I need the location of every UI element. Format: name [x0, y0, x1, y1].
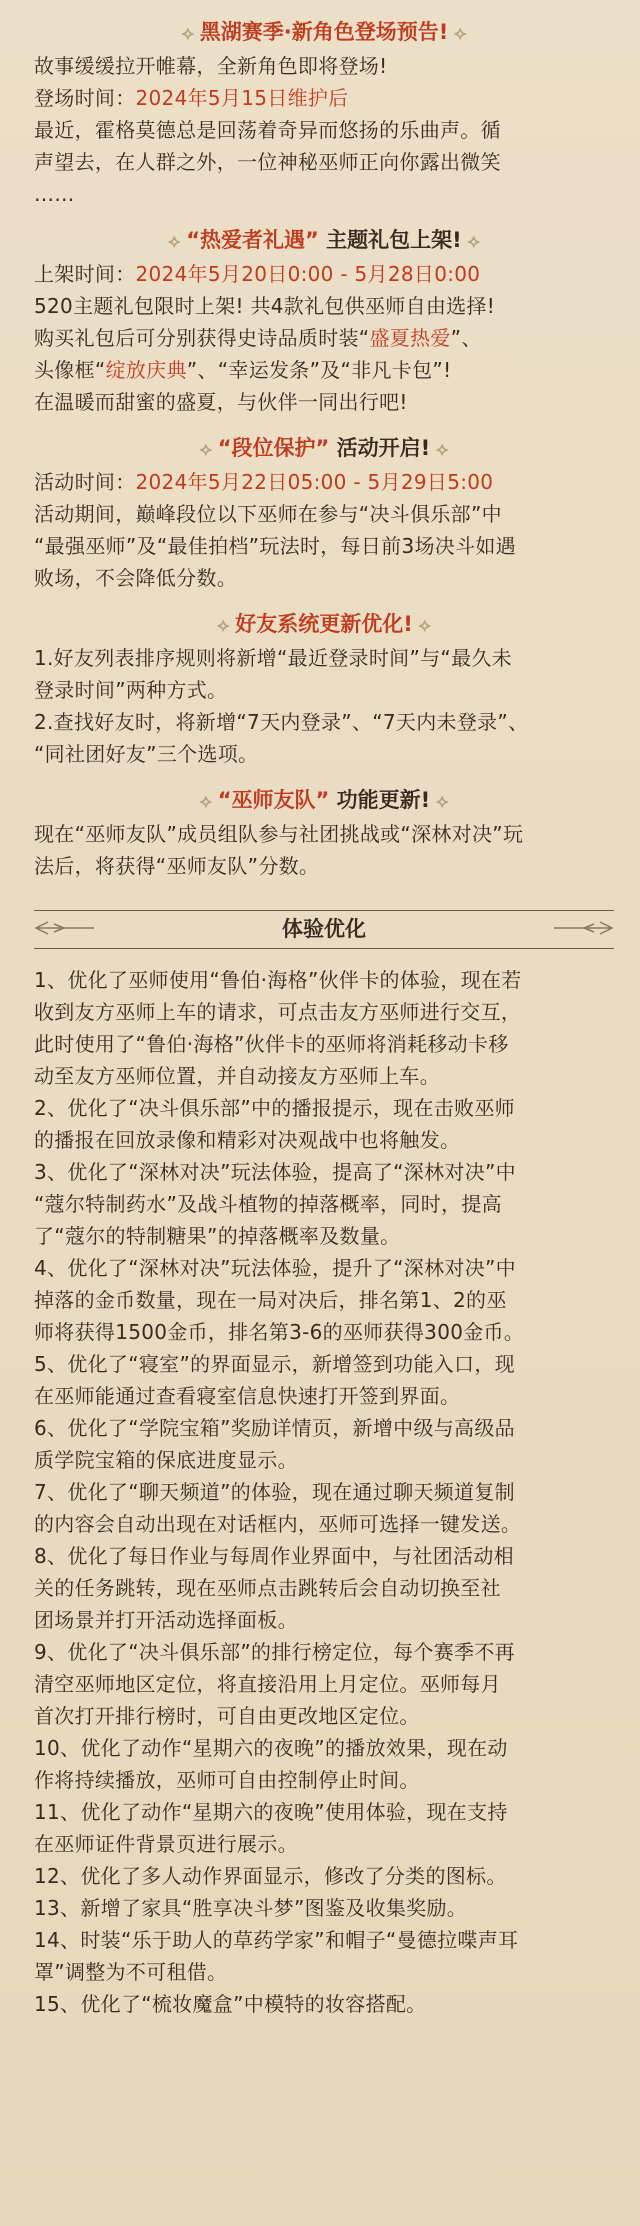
section-title: [34, 14, 614, 50]
body-text: 败场，不会降低分数。: [34, 566, 237, 590]
highlight-text: 2024年5月20日0:00 - 5月28日0:00: [135, 262, 481, 286]
section-2: [34, 222, 614, 430]
section-title: [34, 606, 614, 642]
section-line: [34, 850, 614, 882]
experience-title: 体验优化: [282, 917, 366, 941]
experience-line: 动至友方巫师位置，并自动接友方巫师上车。: [34, 1064, 440, 1088]
experience-line: 质学院宝箱的保底进度显示。: [34, 1448, 298, 1472]
section-line: [34, 642, 614, 674]
ornament-right-icon: [550, 918, 614, 938]
experience-line: 师将获得1500金币，排名第3-6的巫师获得300金币。: [34, 1320, 525, 1344]
experience-line: 10、优化了动作“星期六的夜晚”的播放效果，现在动: [34, 1736, 508, 1760]
experience-line: 清空巫师地区定位，将直接沿用上月定位。巫师每月: [34, 1672, 501, 1696]
section-line: [34, 466, 614, 498]
title-ornament-left-icon: ⟡: [199, 791, 212, 812]
section-gap: [34, 770, 614, 782]
section-line: [34, 674, 614, 706]
divider-line-bottom: [34, 948, 614, 949]
body-text: 2.查找好友时，将新增“7天内登录”、“7天内未登录”、: [34, 710, 529, 734]
body-text: ”、: [450, 326, 482, 350]
divider-line-top: [34, 910, 614, 911]
title-ornament-right-icon: ⟡: [467, 231, 480, 252]
section-line: [34, 530, 614, 562]
experience-line: 收到友方巫师上车的请求，可点击友方巫师进行交互，: [34, 1000, 522, 1024]
section-line: [34, 738, 614, 770]
body-text: 上架时间：: [34, 262, 136, 286]
body-text: 登场时间：: [34, 86, 136, 110]
section-4: [34, 606, 614, 782]
title-ornament-right-icon: ⟡: [436, 791, 449, 812]
body-text: 法后，将获得“巫师友队”分数。: [34, 854, 320, 878]
experience-line: 掉落的金币数量，现在一局对决后，排名第1、2的巫: [34, 1288, 507, 1312]
section-gap: [34, 882, 614, 894]
section-line: [34, 386, 614, 418]
body-text: 活动时间：: [34, 470, 136, 494]
section-title-part: “热爱者礼遇”: [186, 228, 319, 252]
section-line: [34, 290, 614, 322]
title-ornament-right-icon: ⟡: [418, 615, 431, 636]
body-text: 在温暖而甜蜜的盛夏，与伙伴一同出行吧!: [34, 390, 408, 414]
experience-line: 作将持续播放，巫师可自由控制停止时间。: [34, 1768, 420, 1792]
section-line: [34, 50, 614, 82]
experience-line: 8、优化了每日作业与每周作业界面中，与社团活动相: [34, 1544, 514, 1568]
experience-line: 4、优化了“深林对决”玩法体验，提升了“深林对决”中: [34, 1256, 516, 1280]
experience-line: 5、优化了“寝室”的界面显示，新增签到功能入口，现: [34, 1352, 515, 1376]
experience-list: [34, 964, 614, 2020]
experience-line: 罩”调整为不可租借。: [34, 1960, 228, 1984]
experience-line: 13、新增了家具“胜享决斗梦”图鉴及收集奖励。: [34, 1896, 468, 1920]
body-text: ”、“幸运发条”及“非凡卡包”!: [186, 358, 452, 382]
body-text: 1.好友列表排序规则将新增“最近登录时间”与“最久未: [34, 646, 512, 670]
experience-line: 关的任务跳转，现在巫师点击跳转后会自动切换至社: [34, 1576, 501, 1600]
section-gap: [34, 594, 614, 606]
experience-line: 15、优化了“梳妆魔盒”中模特的妆容搭配。: [34, 1992, 427, 2016]
experience-line: 了“蔻尔的特制糖果”的掉落概率及数量。: [34, 1224, 401, 1248]
section-line: [34, 178, 614, 210]
section-line: [34, 706, 614, 738]
body-text: “最强巫师”及“最佳拍档”玩法时，每日前3场决斗如遇: [34, 534, 516, 558]
experience-line: 12、优化了多人动作界面显示，修改了分类的图标。: [34, 1864, 507, 1888]
section-title-part: “段位保护”: [217, 436, 330, 460]
highlight-text: 2024年5月22日05:00 - 5月29日5:00: [135, 470, 494, 494]
section-line: [34, 322, 614, 354]
highlight-text: 绽放庆典: [105, 358, 187, 382]
section-title-part: 活动开启!: [329, 436, 431, 460]
announcement-sections: [34, 14, 614, 894]
section-title: [34, 430, 614, 466]
title-ornament-right-icon: ⟡: [454, 23, 467, 44]
title-ornament-left-icon: ⟡: [199, 439, 212, 460]
section-title-part: “巫师友队”: [217, 788, 330, 812]
body-text: 活动期间，巅峰段位以下巫师在参与“决斗俱乐部”中: [34, 502, 502, 526]
section-1: [34, 14, 614, 222]
section-line: [34, 562, 614, 594]
section-line: [34, 498, 614, 530]
section-line: [34, 82, 614, 114]
experience-line: 1、优化了巫师使用“鲁伯·海格”伙伴卡的体验，现在若: [34, 968, 522, 992]
title-ornament-left-icon: ⟡: [217, 615, 230, 636]
body-text: 最近，霍格莫德总是回荡着奇异而悠扬的乐曲声。循: [34, 118, 501, 142]
experience-line: 7、优化了“聊天频道”的体验，现在通过聊天频道复制: [34, 1480, 515, 1504]
experience-line: 11、优化了动作“星期六的夜晚”使用体验，现在支持: [34, 1800, 508, 1824]
experience-line: “蔻尔特制药水”及战斗植物的掉落概率，同时，提高: [34, 1192, 502, 1216]
experience-line: 3、优化了“深林对决”玩法体验，提高了“深林对决”中: [34, 1160, 516, 1184]
section-title: [34, 782, 614, 818]
section-line: [34, 354, 614, 386]
experience-line: 的内容会自动出现在对话框内，巫师可选择一键发送。: [34, 1512, 522, 1536]
section-line: [34, 258, 614, 290]
experience-line: 6、优化了“学院宝箱”奖励详情页，新增中级与高级品: [34, 1416, 515, 1440]
section-line: [34, 146, 614, 178]
section-title: [34, 222, 614, 258]
section-title-text: 好友系统更新优化!: [235, 612, 413, 636]
experience-line: 9、优化了“决斗俱乐部”的排行榜定位，每个赛季不再: [34, 1640, 515, 1664]
experience-line: 首次打开排行榜时，可自由更改地区定位。: [34, 1704, 420, 1728]
experience-line: 在巫师能通过查看寝室信息快速打开签到界面。: [34, 1384, 461, 1408]
experience-line: 的播报在回放录像和精彩对决观战中也将触发。: [34, 1128, 461, 1152]
section-title-part: 主题礼包上架!: [318, 228, 462, 252]
experience-line: 团场景并打开活动选择面板。: [34, 1608, 298, 1632]
experience-line: 在巫师证件背景页进行展示。: [34, 1832, 298, 1856]
title-ornament-left-icon: ⟡: [168, 231, 181, 252]
experience-line: 此时使用了“鲁伯·海格”伙伴卡的巫师将消耗移动卡移: [34, 1032, 509, 1056]
experience-line: 2、优化了“决斗俱乐部”中的播报提示，现在击败巫师: [34, 1096, 515, 1120]
section-line: [34, 114, 614, 146]
body-text: 头像框“: [34, 358, 106, 382]
section-gap: [34, 418, 614, 430]
section-line: [34, 818, 614, 850]
title-ornament-left-icon: ⟡: [181, 23, 194, 44]
body-text: ……: [34, 182, 75, 206]
body-text: “同社团好友”三个选项。: [34, 742, 259, 766]
section-title-text: 黑湖赛季·新角色登场预告!: [199, 20, 449, 44]
body-text: 登录时间”两种方式。: [34, 678, 228, 702]
experience-divider: [34, 900, 614, 956]
experience-line: 14、时装“乐于助人的草药学家”和帽子“曼德拉喋声耳: [34, 1928, 519, 1952]
section-gap: [34, 210, 614, 222]
highlight-text: 盛夏热爱: [369, 326, 451, 350]
body-text: 现在“巫师友队”成员组队参与社团挑战或“深林对决”玩: [34, 822, 524, 846]
section-title-part: 功能更新!: [329, 788, 431, 812]
body-text: 故事缓缓拉开帷幕，全新角色即将登场!: [34, 54, 388, 78]
section-5: [34, 782, 614, 894]
title-ornament-right-icon: ⟡: [436, 439, 449, 460]
body-text: 购买礼包后可分别获得史诗品质时装“: [34, 326, 370, 350]
section-3: [34, 430, 614, 606]
highlight-text: 2024年5月15日维护后: [135, 86, 349, 110]
body-text: 声望去，在人群之外，一位神秘巫师正向你露出微笑: [34, 150, 501, 174]
body-text: 520主题礼包限时上架! 共4款礼包供巫师自由选择!: [34, 294, 496, 318]
